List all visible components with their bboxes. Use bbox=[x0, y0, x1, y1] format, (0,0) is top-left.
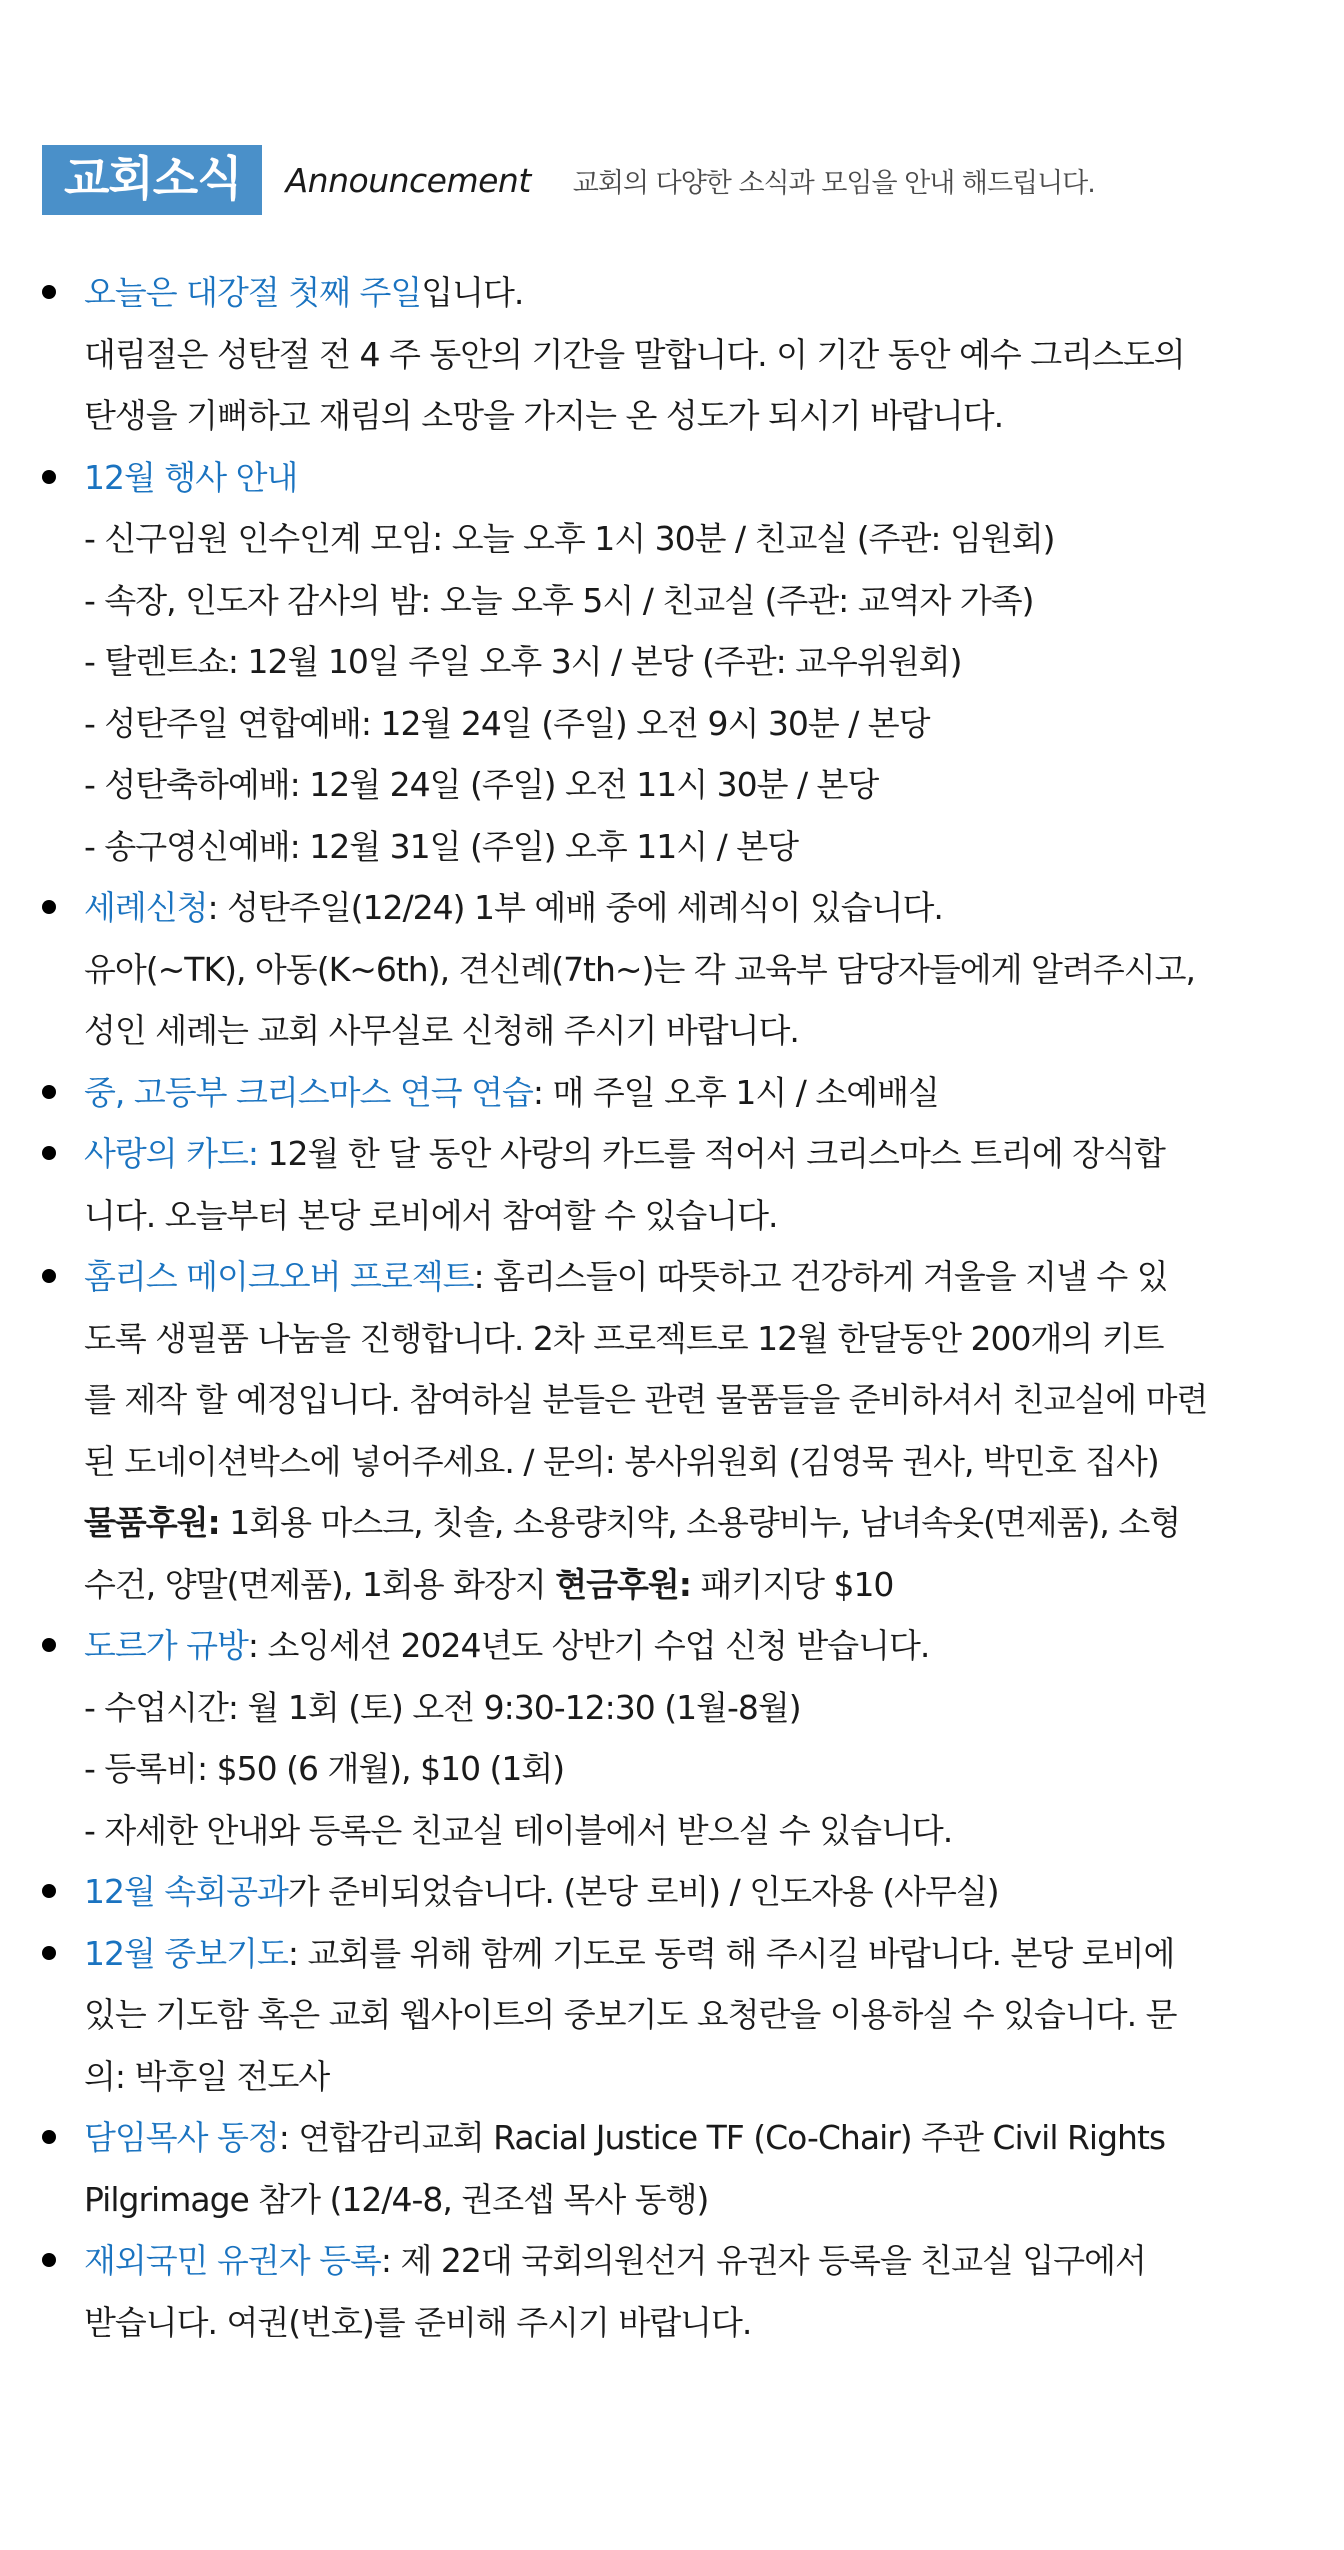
announcement-line bbox=[84, 816, 1304, 878]
announcement-heading: 담임목사 동정 bbox=[84, 2118, 279, 2157]
announcement-line bbox=[84, 1431, 1304, 1493]
announcement-line bbox=[84, 2107, 1304, 2169]
announcement-text: - 탈렌트쇼: 12월 10일 주일 오후 3시 / 본당 (주관: 교우위원회) bbox=[84, 642, 962, 681]
announcement-line bbox=[84, 1185, 1304, 1247]
announcement-line bbox=[84, 447, 1304, 509]
header-description: 교회의 다양한 소식과 모임을 안내 해드립니다. bbox=[572, 167, 1095, 199]
announcement-item bbox=[40, 1123, 1304, 1246]
bullet-icon bbox=[42, 1085, 56, 1099]
announcement-heading: 홈리스 메이크오버 프로젝트 bbox=[84, 1257, 474, 1296]
announcement-line bbox=[84, 508, 1304, 570]
announcement-heading: 재외국민 유권자 등록 bbox=[84, 2241, 381, 2280]
announcement-line bbox=[84, 1554, 1304, 1616]
announcement-text: 니다. 오늘부터 본당 로비에서 참여할 수 있습니다. bbox=[84, 1195, 778, 1235]
announcement-line bbox=[84, 631, 1304, 693]
announcement-line bbox=[84, 1984, 1304, 2046]
announcement-line bbox=[84, 1615, 1304, 1677]
announcement-text: 성인 세례는 교회 사무실로 신청해 주시기 바랍니다. bbox=[84, 1011, 799, 1050]
announcement-heading: 12월 속회공과 bbox=[84, 1872, 288, 1911]
announcement-item bbox=[40, 1062, 1304, 1124]
announcement-line bbox=[84, 939, 1304, 1001]
announcement-text: 탄생을 기뻐하고 재림의 소망을 가지는 온 성도가 되시기 바랍니다. bbox=[84, 396, 1004, 435]
announcement-text: 1회용 마스크, 칫솔, 소용량치약, 소용량비누, 남녀속옷(면제품), 소형 bbox=[219, 1503, 1181, 1542]
announcement-heading: 세례신청 bbox=[84, 888, 208, 927]
announcement-text: 입니다. bbox=[421, 273, 524, 312]
bullet-icon bbox=[42, 1146, 56, 1160]
announcement-line bbox=[84, 1000, 1304, 1062]
announcement-line bbox=[84, 1308, 1304, 1370]
announcement-text: - 수업시간: 월 1회 (토) 오전 9:30-12:30 (1월-8월) bbox=[84, 1687, 801, 1727]
announcement-list bbox=[40, 262, 1304, 2353]
announcement-heading: 도르가 규방 bbox=[84, 1626, 248, 1665]
announcement-text: - 등록비: $50 (6 개월), $10 (1회) bbox=[84, 1749, 565, 1788]
announcement-text: 수건, 양말(면제품), 1회용 화장지 bbox=[84, 1564, 556, 1604]
announcement-text: 유아(~TK), 아동(K~6th), 견신례(7th~)는 각 교육부 담당자들에게 알려주시고, bbox=[84, 949, 1195, 989]
announcement-text: : 제 22대 국회의원선거 유권자 등록을 친교실 입구에서 bbox=[380, 2241, 1146, 2280]
announcement-text: 를 제작 할 예정입니다. 참여하실 분들은 관련 물품들을 준비하셔서 친교실에 마련 bbox=[84, 1380, 1208, 1419]
announcement-item bbox=[40, 1861, 1304, 1923]
announcement-text: - 속장, 인도자 감사의 밤: 오늘 오후 5시 / 친교실 (주관: 교역자 가족) bbox=[84, 580, 1034, 620]
announcement-line bbox=[84, 2046, 1304, 2108]
bullet-icon bbox=[42, 470, 56, 484]
announcement-text: : 연합감리교회 Racial Justice TF (Co-Chair) 주관 Civil Rights bbox=[278, 2118, 1166, 2157]
announcement-line bbox=[84, 1738, 1304, 1800]
announcement-text: 있는 기도함 혹은 교회 웹사이트의 중보기도 요청란을 이용하실 수 있습니다. 문 bbox=[84, 1995, 1177, 2034]
announcement-item bbox=[40, 2230, 1304, 2353]
announcement-item bbox=[40, 877, 1304, 1062]
announcement-text: Pilgrimage 참가 (12/4-8, 권조셉 목사 동행) bbox=[84, 2179, 709, 2219]
announcement-line bbox=[84, 1800, 1304, 1862]
announcement-text: : 매 주일 오후 1시 / 소예배실 bbox=[532, 1072, 939, 1112]
announcement-text: : 홈리스들이 따뜻하고 건강하게 겨울을 지낼 수 있 bbox=[473, 1257, 1168, 1296]
announcement-line bbox=[84, 693, 1304, 755]
announcement-line bbox=[84, 2292, 1304, 2354]
announcement-text: - 송구영신예배: 12월 31일 (주일) 오후 11시 / 본당 bbox=[84, 826, 798, 866]
announcement-item bbox=[40, 1246, 1304, 1615]
announcement-text: - 자세한 안내와 등록은 친교실 테이블에서 받으실 수 있습니다. bbox=[84, 1810, 953, 1850]
announcement-line bbox=[84, 1062, 1304, 1124]
announcement-line bbox=[84, 262, 1304, 324]
announcement-heading: 오늘은 대강절 첫째 주일 bbox=[84, 273, 422, 312]
bold-label: 물품후원: bbox=[84, 1503, 220, 1542]
announcement-text: 가 준비되었습니다. (본당 로비) / 인도자용 (사무실) bbox=[287, 1872, 999, 1911]
announcement-line bbox=[84, 754, 1304, 816]
english-subtitle: Announcement bbox=[285, 160, 531, 200]
page-title: 교회소식 bbox=[42, 145, 262, 215]
announcement-line bbox=[84, 324, 1304, 386]
announcement-line bbox=[84, 1492, 1304, 1554]
announcement-heading: 12월 행사 안내 bbox=[84, 457, 298, 497]
bullet-icon bbox=[42, 900, 56, 914]
announcement-text: : 소잉세션 2024년도 상반기 수업 신청 받습니다. bbox=[247, 1626, 930, 1665]
bullet-icon bbox=[42, 1946, 56, 1960]
announcement-line bbox=[84, 2169, 1304, 2231]
announcement-text: 받습니다. 여권(번호)를 준비해 주시기 바랍니다. bbox=[84, 2302, 752, 2342]
announcement-line bbox=[84, 1861, 1304, 1923]
announcement-line bbox=[84, 2230, 1304, 2292]
announcement-item bbox=[40, 262, 1304, 447]
announcement-text: 도록 생필품 나눔을 진행합니다. 2차 프로젝트로 12월 한달동안 200개의 키트 bbox=[84, 1318, 1164, 1358]
bullet-icon bbox=[42, 1269, 56, 1283]
announcement-text: : 교회를 위해 함께 기도로 동력 해 주시길 바랍니다. 본당 로비에 bbox=[287, 1933, 1175, 1973]
bullet-icon bbox=[42, 1884, 56, 1898]
bullet-icon bbox=[42, 285, 56, 299]
announcement-text: 의: 박후일 전도사 bbox=[84, 2056, 330, 2096]
announcement-line bbox=[84, 877, 1304, 939]
announcement-heading: 12월 중보기도 bbox=[84, 1933, 288, 1973]
announcement-text: 대림절은 성탄절 전 4 주 동안의 기간을 말합니다. 이 기간 동안 예수 그리스도의 bbox=[84, 334, 1185, 374]
bullet-icon bbox=[42, 2253, 56, 2267]
bullet-icon bbox=[42, 1638, 56, 1652]
announcement-line bbox=[84, 1923, 1304, 1985]
announcement-line bbox=[84, 570, 1304, 632]
announcement-text: - 성탄축하예배: 12월 24일 (주일) 오전 11시 30분 / 본당 bbox=[84, 765, 879, 804]
announcement-heading: 중, 고등부 크리스마스 연극 연습 bbox=[84, 1072, 533, 1112]
announcement-text: - 성탄주일 연합예배: 12월 24일 (주일) 오전 9시 30분 / 본당 bbox=[84, 703, 930, 743]
announcement-item bbox=[40, 1615, 1304, 1861]
announcement-item bbox=[40, 447, 1304, 878]
announcement-line bbox=[84, 1123, 1304, 1185]
announcement-text: 된 도네이션박스에 넣어주세요. / 문의: 봉사위원회 (김영묵 권사, 박민호 집사) bbox=[84, 1441, 1159, 1481]
announcement-line bbox=[84, 385, 1304, 447]
announcement-text: : 성탄주일(12/24) 1부 예배 중에 세례식이 있습니다. bbox=[207, 888, 943, 927]
announcement-item bbox=[40, 1923, 1304, 2108]
bold-label: 현금후원: bbox=[555, 1564, 691, 1604]
announcement-text: 패키지당 $10 bbox=[690, 1564, 894, 1604]
announcement-line bbox=[84, 1246, 1304, 1308]
page-header bbox=[42, 145, 1095, 215]
announcement-text: - 신구임원 인수인계 모임: 오늘 오후 1시 30분 / 친교실 (주관: 임원회) bbox=[84, 519, 1055, 558]
announcement-heading: 사랑의 카드: bbox=[84, 1134, 258, 1173]
announcement-text: 12월 한 달 동안 사랑의 카드를 적어서 크리스마스 트리에 장식합 bbox=[258, 1134, 1165, 1173]
announcement-item bbox=[40, 2107, 1304, 2230]
announcement-line bbox=[84, 1369, 1304, 1431]
bullet-icon bbox=[42, 2130, 56, 2144]
announcement-line bbox=[84, 1677, 1304, 1739]
